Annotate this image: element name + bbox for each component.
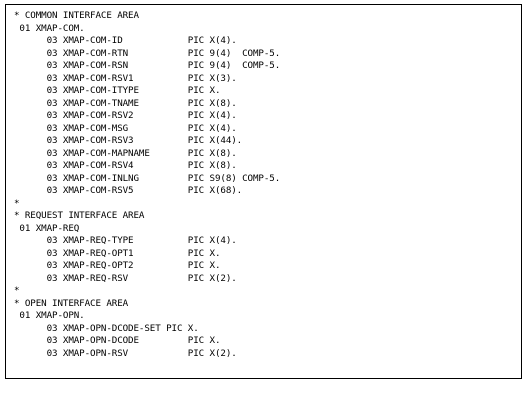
code-listing xyxy=(14,10,280,360)
code-line: 03 XMAP-OPN-DCODE PIC X. xyxy=(14,335,221,346)
code-line: 03 XMAP-COM-ID PIC X(4). xyxy=(14,35,237,46)
code-line: 01 XMAP-REQ xyxy=(14,222,80,234)
code-listing-frame xyxy=(5,4,522,379)
code-line: * REQUEST INTERFACE AREA xyxy=(14,210,145,221)
code-line: 03 XMAP-COM-MSG PIC X(4). xyxy=(14,122,237,134)
code-line: 03 XMAP-COM-ITYPE PIC X. xyxy=(14,85,221,96)
code-line: 03 XMAP-COM-RSV3 PIC X(44). xyxy=(14,135,243,146)
code-line: 03 XMAP-OPN-DCODE-SET PIC X. xyxy=(14,322,199,334)
code-line: 03 XMAP-COM-RSV2 PIC X(4). xyxy=(14,110,237,121)
code-line: 03 XMAP-REQ-OPT1 PIC X. xyxy=(14,247,221,259)
code-line: 03 XMAP-COM-RSV4 PIC X(8). xyxy=(14,160,237,171)
code-line: 03 XMAP-REQ-RSV PIC X(2). xyxy=(14,272,237,284)
code-line: 03 XMAP-REQ-TYPE PIC X(4). xyxy=(14,235,237,246)
code-line: 03 XMAP-COM-TNAME PIC X(8). xyxy=(14,97,237,109)
code-line: * xyxy=(14,197,20,209)
code-line: * COMMON INTERFACE AREA xyxy=(14,10,139,21)
code-line: 03 XMAP-COM-RSN PIC 9(4) COMP-5. xyxy=(14,60,281,71)
code-line: 01 XMAP-OPN. xyxy=(14,310,85,321)
code-line: 03 XMAP-COM-INLNG PIC S9(8) COMP-5. xyxy=(14,172,281,184)
code-line: 03 XMAP-COM-RSV1 PIC X(3). xyxy=(14,72,237,84)
code-line: 03 XMAP-OPN-RSV PIC X(2). xyxy=(14,347,237,359)
code-line: 03 XMAP-REQ-OPT2 PIC X. xyxy=(14,260,221,271)
code-line: 01 XMAP-COM. xyxy=(14,22,85,34)
code-line: * xyxy=(14,285,20,296)
code-line: 03 XMAP-COM-RTN PIC 9(4) COMP-5. xyxy=(14,47,281,59)
code-line: 03 XMAP-COM-MAPNAME PIC X(8). xyxy=(14,147,237,159)
code-line: 03 XMAP-COM-RSV5 PIC X(68). xyxy=(14,185,243,196)
code-line: * OPEN INTERFACE AREA xyxy=(14,297,129,309)
